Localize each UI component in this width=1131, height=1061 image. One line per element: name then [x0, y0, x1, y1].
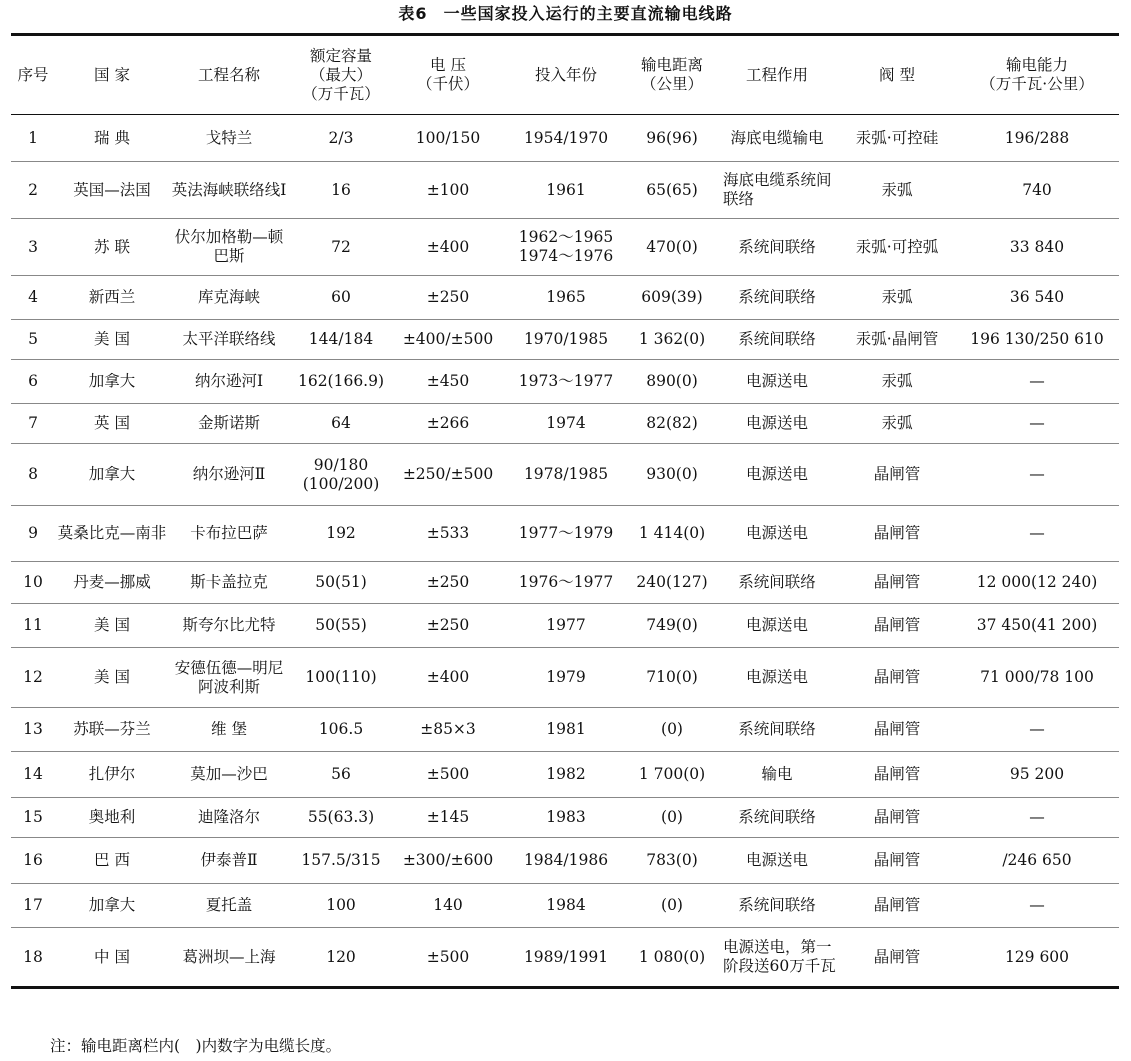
- cell-transmission: 36 540: [955, 276, 1119, 320]
- cell-capacity: 50(55): [289, 604, 393, 648]
- cell-capacity: 72: [289, 219, 393, 276]
- cell-country: 加拿大: [55, 444, 169, 506]
- cell-country: 扎伊尔: [55, 752, 169, 798]
- header-year: 投入年份: [534, 65, 597, 84]
- cell-distance: 1 080(0): [629, 928, 715, 988]
- cell-no: 11: [11, 604, 55, 648]
- cell-name: 安德伍德—明尼阿波利斯: [169, 648, 289, 708]
- cell-year: 1954/1970: [503, 115, 629, 162]
- cell-valve: 晶闸管: [839, 928, 955, 988]
- cell-role: 系统间联络: [715, 884, 839, 928]
- cell-country: 美 国: [55, 648, 169, 708]
- cell-distance: 890(0): [629, 360, 715, 404]
- cell-no: 8: [11, 444, 55, 506]
- cell-role: 电源送电: [715, 604, 839, 648]
- cell-voltage: ±533: [393, 506, 503, 562]
- cell-distance: 96(96): [629, 115, 715, 162]
- cell-name: 库克海峡: [169, 276, 289, 320]
- cell-country: 苏 联: [55, 219, 169, 276]
- cell-capacity: 16: [289, 162, 393, 219]
- cell-transmission: —: [955, 444, 1119, 506]
- cell-name: 金斯诺斯: [169, 404, 289, 444]
- cell-valve: 晶闸管: [839, 798, 955, 838]
- header-row: [11, 35, 1119, 115]
- cell-distance: (0): [629, 884, 715, 928]
- cell-capacity: 100: [289, 884, 393, 928]
- cell-name: 莫加—沙巴: [169, 752, 289, 798]
- cell-year: 1974: [503, 404, 629, 444]
- cell-voltage: ±145: [393, 798, 503, 838]
- header-country: 国 家: [94, 65, 130, 84]
- cell-country: 加拿大: [55, 884, 169, 928]
- cell-voltage: ±85×3: [393, 708, 503, 752]
- cell-distance: 609(39): [629, 276, 715, 320]
- table-row: [11, 752, 1119, 798]
- cell-name: 斯夸尔比尤特: [169, 604, 289, 648]
- table-row: [11, 506, 1119, 562]
- header-role: 工程作用: [745, 65, 808, 84]
- header-name: 工程名称: [197, 65, 260, 84]
- cell-transmission: —: [955, 506, 1119, 562]
- cell-distance: 930(0): [629, 444, 715, 506]
- cell-valve: 晶闸管: [839, 506, 955, 562]
- cell-no: 2: [11, 162, 55, 219]
- table-row: [11, 884, 1119, 928]
- cell-name: 葛洲坝—上海: [169, 928, 289, 988]
- table-row: [11, 838, 1119, 884]
- cell-capacity: 50(51): [289, 562, 393, 604]
- header-valve: 阀 型: [879, 65, 915, 84]
- cell-no: 4: [11, 276, 55, 320]
- cell-name: 伏尔加格勒—顿巴斯: [169, 219, 289, 276]
- cell-no: 15: [11, 798, 55, 838]
- cell-no: 3: [11, 219, 55, 276]
- cell-capacity: 64: [289, 404, 393, 444]
- cell-capacity: 55(63.3): [289, 798, 393, 838]
- cell-transmission: —: [955, 404, 1119, 444]
- cell-voltage: ±250/±500: [393, 444, 503, 506]
- cell-valve: 汞弧: [839, 162, 955, 219]
- cell-role: 电源送电: [715, 838, 839, 884]
- cell-valve: 汞弧·晶闸管: [839, 320, 955, 360]
- header-no: 序号: [17, 65, 49, 84]
- header-capacity: 额定容量 （最大） （万千瓦）: [302, 46, 380, 103]
- cell-valve: 晶闸管: [839, 708, 955, 752]
- cell-valve: 晶闸管: [839, 648, 955, 708]
- cell-year: 1984/1986: [503, 838, 629, 884]
- cell-role: 输电: [715, 752, 839, 798]
- cell-capacity: 90/180 (100/200): [289, 444, 393, 506]
- cell-no: 12: [11, 648, 55, 708]
- cell-name: 夏托盖: [169, 884, 289, 928]
- cell-transmission: 95 200: [955, 752, 1119, 798]
- cell-distance: 82(82): [629, 404, 715, 444]
- table-row: [11, 928, 1119, 988]
- cell-year: 1976～1977: [503, 562, 629, 604]
- cell-capacity: 162(166.9): [289, 360, 393, 404]
- cell-no: 16: [11, 838, 55, 884]
- cell-no: 17: [11, 884, 55, 928]
- dc-lines-table: [11, 33, 1119, 989]
- cell-role: 电源送电，第一阶段送60万千瓦: [715, 928, 839, 988]
- cell-country: 新西兰: [55, 276, 169, 320]
- cell-country: 英 国: [55, 404, 169, 444]
- table-row: [11, 360, 1119, 404]
- cell-year: 1977: [503, 604, 629, 648]
- cell-name: 卡布拉巴萨: [169, 506, 289, 562]
- cell-name: 英法海峡联络线Ⅰ: [169, 162, 289, 219]
- cell-valve: 晶闸管: [839, 444, 955, 506]
- header-voltage: 电 压 （千伏）: [416, 56, 479, 93]
- cell-voltage: ±250: [393, 276, 503, 320]
- cell-transmission: —: [955, 798, 1119, 838]
- cell-country: 瑞 典: [55, 115, 169, 162]
- cell-no: 7: [11, 404, 55, 444]
- table-title: [0, 2, 1131, 26]
- cell-distance: 1 414(0): [629, 506, 715, 562]
- cell-voltage: ±300/±600: [393, 838, 503, 884]
- cell-capacity: 157.5/315: [289, 838, 393, 884]
- cell-name: 纳尔逊河Ⅰ: [169, 360, 289, 404]
- cell-voltage: ±400: [393, 219, 503, 276]
- cell-capacity: 2/3: [289, 115, 393, 162]
- table-title-text: 一些国家投入运行的主要直流输电线路: [443, 4, 733, 23]
- cell-year: 1965: [503, 276, 629, 320]
- cell-country: 加拿大: [55, 360, 169, 404]
- cell-year: 1989/1991: [503, 928, 629, 988]
- cell-valve: 汞弧: [839, 276, 955, 320]
- table-row: [11, 404, 1119, 444]
- table-row: [11, 798, 1119, 838]
- cell-valve: 晶闸管: [839, 884, 955, 928]
- cell-distance: 65(65): [629, 162, 715, 219]
- cell-transmission: —: [955, 360, 1119, 404]
- cell-distance: (0): [629, 708, 715, 752]
- cell-transmission: 740: [955, 162, 1119, 219]
- cell-no: 14: [11, 752, 55, 798]
- cell-transmission: /246 650: [955, 838, 1119, 884]
- cell-year: 1983: [503, 798, 629, 838]
- cell-country: 美 国: [55, 320, 169, 360]
- header-transmission: 输电能力 （万千瓦·公里）: [980, 56, 1094, 93]
- cell-voltage: ±100: [393, 162, 503, 219]
- cell-distance: (0): [629, 798, 715, 838]
- cell-transmission: 129 600: [955, 928, 1119, 988]
- table-body: [11, 115, 1119, 988]
- cell-role: 电源送电: [715, 648, 839, 708]
- cell-role: 系统间联络: [715, 798, 839, 838]
- cell-year: 1973～1977: [503, 360, 629, 404]
- cell-year: 1981: [503, 708, 629, 752]
- cell-capacity: 192: [289, 506, 393, 562]
- cell-voltage: ±250: [393, 604, 503, 648]
- cell-capacity: 60: [289, 276, 393, 320]
- table-row: [11, 276, 1119, 320]
- table-note: 注：输电距离栏内( )内数字为电缆长度。: [50, 1037, 342, 1055]
- cell-capacity: 106.5: [289, 708, 393, 752]
- cell-name: 戈特兰: [169, 115, 289, 162]
- table-row: [11, 444, 1119, 506]
- cell-distance: 470(0): [629, 219, 715, 276]
- cell-voltage: ±250: [393, 562, 503, 604]
- cell-transmission: 196/288: [955, 115, 1119, 162]
- table-row: [11, 562, 1119, 604]
- cell-capacity: 120: [289, 928, 393, 988]
- table-title-label: 表6: [398, 4, 428, 23]
- cell-valve: 汞弧: [839, 360, 955, 404]
- table-row: [11, 708, 1119, 752]
- cell-role: 电源送电: [715, 506, 839, 562]
- cell-transmission: 33 840: [955, 219, 1119, 276]
- cell-year: 1961: [503, 162, 629, 219]
- table-row: [11, 648, 1119, 708]
- cell-transmission: —: [955, 708, 1119, 752]
- cell-voltage: 140: [393, 884, 503, 928]
- cell-capacity: 100(110): [289, 648, 393, 708]
- cell-role: 电源送电: [715, 444, 839, 506]
- cell-no: 18: [11, 928, 55, 988]
- cell-country: 巴 西: [55, 838, 169, 884]
- cell-no: 6: [11, 360, 55, 404]
- cell-no: 10: [11, 562, 55, 604]
- table-row: [11, 320, 1119, 360]
- table-header: [11, 35, 1119, 115]
- cell-year: 1977～1979: [503, 506, 629, 562]
- cell-voltage: ±450: [393, 360, 503, 404]
- cell-country: 苏联—芬兰: [55, 708, 169, 752]
- cell-name: 太平洋联络线: [169, 320, 289, 360]
- cell-voltage: ±500: [393, 928, 503, 988]
- cell-valve: 晶闸管: [839, 562, 955, 604]
- cell-voltage: ±266: [393, 404, 503, 444]
- cell-transmission: 71 000/78 100: [955, 648, 1119, 708]
- cell-name: 迪隆洛尔: [169, 798, 289, 838]
- cell-year: 1979: [503, 648, 629, 708]
- cell-no: 5: [11, 320, 55, 360]
- table-row: [11, 219, 1119, 276]
- cell-role: 系统间联络: [715, 320, 839, 360]
- cell-role: 电源送电: [715, 360, 839, 404]
- cell-year: 1984: [503, 884, 629, 928]
- cell-transmission: 12 000(12 240): [955, 562, 1119, 604]
- cell-country: 奥地利: [55, 798, 169, 838]
- cell-name: 伊泰普Ⅱ: [169, 838, 289, 884]
- cell-capacity: 144/184: [289, 320, 393, 360]
- cell-transmission: 37 450(41 200): [955, 604, 1119, 648]
- cell-country: 中 国: [55, 928, 169, 988]
- cell-role: 系统间联络: [715, 219, 839, 276]
- cell-valve: 汞弧·可控硅: [839, 115, 955, 162]
- cell-transmission: —: [955, 884, 1119, 928]
- cell-valve: 汞弧: [839, 404, 955, 444]
- cell-distance: 240(127): [629, 562, 715, 604]
- cell-role: 系统间联络: [715, 708, 839, 752]
- header-distance: 输电距离 （公里）: [640, 56, 703, 93]
- cell-name: 纳尔逊河Ⅱ: [169, 444, 289, 506]
- cell-no: 9: [11, 506, 55, 562]
- cell-year: 1982: [503, 752, 629, 798]
- cell-name: 维 堡: [169, 708, 289, 752]
- cell-valve: 晶闸管: [839, 752, 955, 798]
- cell-distance: 710(0): [629, 648, 715, 708]
- cell-transmission: 196 130/250 610: [955, 320, 1119, 360]
- cell-voltage: 100/150: [393, 115, 503, 162]
- cell-year: 1962～1965 1974～1976: [503, 219, 629, 276]
- cell-distance: 1 700(0): [629, 752, 715, 798]
- cell-voltage: ±400: [393, 648, 503, 708]
- cell-role: 系统间联络: [715, 276, 839, 320]
- cell-role: 电源送电: [715, 404, 839, 444]
- cell-distance: 749(0): [629, 604, 715, 648]
- cell-voltage: ±500: [393, 752, 503, 798]
- table-row: [11, 604, 1119, 648]
- cell-country: 美 国: [55, 604, 169, 648]
- cell-role: 海底电缆系统间联络: [715, 162, 839, 219]
- cell-year: 1978/1985: [503, 444, 629, 506]
- cell-valve: 晶闸管: [839, 604, 955, 648]
- cell-role: 系统间联络: [715, 562, 839, 604]
- cell-valve: 汞弧·可控弧: [839, 219, 955, 276]
- cell-distance: 783(0): [629, 838, 715, 884]
- cell-capacity: 56: [289, 752, 393, 798]
- cell-no: 13: [11, 708, 55, 752]
- cell-country: 丹麦—挪威: [55, 562, 169, 604]
- cell-no: 1: [11, 115, 55, 162]
- cell-role: 海底电缆输电: [715, 115, 839, 162]
- table-row: [11, 162, 1119, 219]
- cell-year: 1970/1985: [503, 320, 629, 360]
- cell-name: 斯卡盖拉克: [169, 562, 289, 604]
- cell-country: 英国—法国: [55, 162, 169, 219]
- table-row: [11, 115, 1119, 162]
- cell-country: 莫桑比克—南非: [55, 506, 169, 562]
- cell-valve: 晶闸管: [839, 838, 955, 884]
- cell-distance: 1 362(0): [629, 320, 715, 360]
- cell-voltage: ±400/±500: [393, 320, 503, 360]
